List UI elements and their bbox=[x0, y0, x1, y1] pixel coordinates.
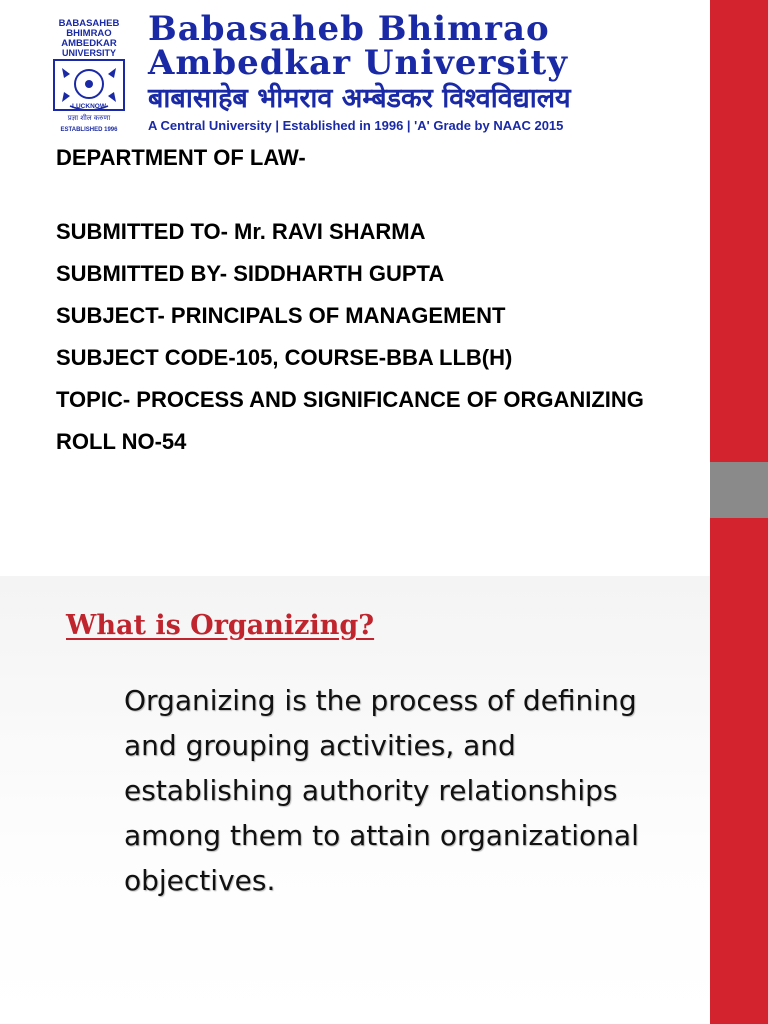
logo-text-line: UNIVERSITY bbox=[61, 48, 117, 58]
department-line: DEPARTMENT OF LAW- bbox=[56, 145, 306, 170]
university-name-line1: Babasaheb Bhimrao bbox=[148, 9, 550, 49]
logo-text-line: AMBEDKAR bbox=[61, 38, 117, 49]
submission-details bbox=[56, 142, 696, 468]
roll-no-line: ROLL NO-54 bbox=[56, 429, 187, 454]
seal-text: LUCKNOW bbox=[72, 103, 106, 110]
university-logo bbox=[48, 16, 130, 134]
university-tagline: A Central University | Established in 1996 | 'A' Grade by NAAC 2015 bbox=[148, 118, 564, 133]
logo-text-line: BHIMRAO bbox=[66, 28, 112, 39]
accent-grey-tab bbox=[710, 462, 768, 518]
definition-slide bbox=[0, 576, 768, 1024]
slide-heading: What is Organizing? bbox=[66, 610, 375, 641]
subject-line: SUBJECT- PRINCIPALS OF MANAGEMENT bbox=[56, 303, 506, 328]
topic-line: TOPIC- PROCESS AND SIGNIFICANCE OF ORGANIZING bbox=[56, 387, 644, 412]
logo-motto: प्रज्ञा शील करुणा bbox=[67, 114, 111, 122]
university-name-hindi: बाबासाहेब भीमराव अम्बेडकर विश्वविद्यालय bbox=[148, 83, 571, 114]
accent-red-bar bbox=[710, 576, 768, 1024]
subject-code-line: SUBJECT CODE-105, COURSE-BBA LLB(H) bbox=[56, 345, 513, 370]
submitted-by-line: SUBMITTED BY- SIDDHARTH GUPTA bbox=[56, 261, 445, 286]
university-name-line2: Ambedkar University bbox=[148, 43, 568, 83]
logo-text-line: BABASAHEB bbox=[58, 18, 120, 29]
definition-text: Organizing is the process of defining and grouping activities, and establishing authority relationships among them to attain organizational objectives. bbox=[124, 684, 639, 897]
submitted-to-line: SUBMITTED TO- Mr. RAVI SHARMA bbox=[56, 219, 426, 244]
logo-established: ESTABLISHED 1996 bbox=[60, 127, 118, 133]
university-header bbox=[148, 9, 660, 133]
